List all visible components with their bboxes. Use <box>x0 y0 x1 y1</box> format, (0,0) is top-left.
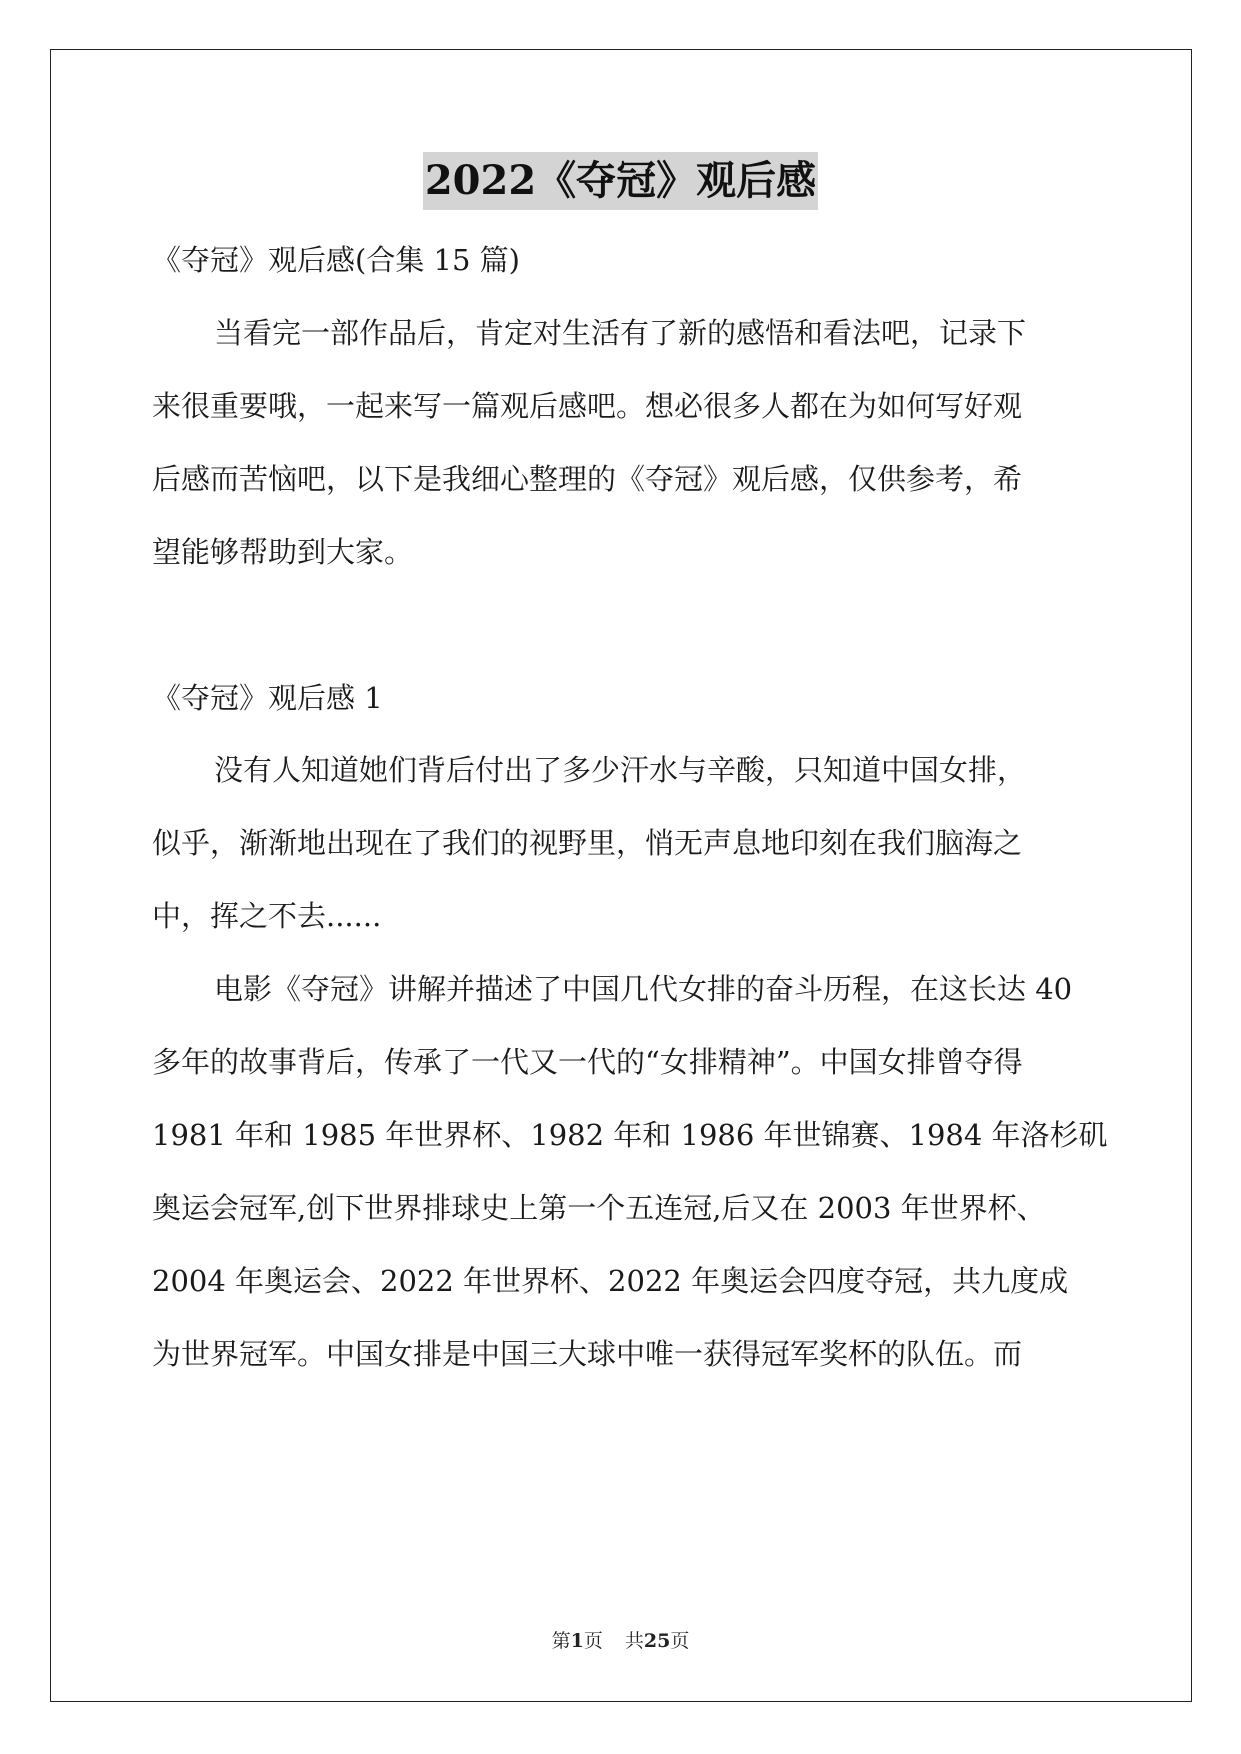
section-heading: 《夺冠》观后感 1 <box>152 681 383 715</box>
paragraph1-line-1: 没有人知道她们背后付出了多少汗水与辛酸，只知道中国女排， <box>214 753 1027 787</box>
paragraph2-line-3: 1981 年和 1985 年世界杯、1982 年和 1986 年世锦赛、1984 年洛杉矶 <box>152 1118 1108 1152</box>
paragraph1-line-3: 中，挥之不去...... <box>152 899 382 933</box>
paragraph2-line-4: 奥运会冠军,创下世界排球史上第一个五连冠,后又在 2003 年世界杯、 <box>152 1191 1046 1225</box>
document-title: 2022《夺冠》观后感 <box>423 152 818 210</box>
total-prefix: 共 <box>624 1630 644 1652</box>
title-container <box>0 152 1241 210</box>
paragraph2-line-2: 多年的故事背后，传承了一代又一代的“女排精神”。中国女排曾夺得 <box>152 1045 1023 1079</box>
intro-line-3: 后感而苦恼吧，以下是我细心整理的《夺冠》观后感，仅供参考，希 <box>152 462 1023 496</box>
page-prefix: 第 <box>551 1630 571 1652</box>
intro-line-2: 来很重要哦，一起来写一篇观后感吧。想必很多人都在为如何写好观 <box>152 389 1023 423</box>
page-suffix: 页 <box>583 1630 603 1652</box>
paragraph2-line-5: 2004 年奥运会、2022 年世界杯、2022 年奥运会四度夺冠，共九度成 <box>152 1264 1069 1298</box>
page-current: 1 <box>570 1630 584 1652</box>
page-total: 25 <box>643 1630 671 1652</box>
paragraph2-line-1: 电影《夺冠》讲解并描述了中国几代女排的奋斗历程，在这长达 40 <box>214 972 1073 1006</box>
page-footer <box>0 1629 1241 1653</box>
paragraph2-line-6: 为世界冠军。中国女排是中国三大球中唯一获得冠军奖杯的队伍。而 <box>152 1337 1023 1371</box>
total-suffix: 页 <box>670 1630 690 1652</box>
intro-line-1: 当看完一部作品后，肯定对生活有了新的感悟和看法吧，记录下 <box>214 316 1027 350</box>
document-subtitle: 《夺冠》观后感(合集 15 篇) <box>152 243 520 277</box>
paragraph1-line-2: 似乎，渐渐地出现在了我们的视野里，悄无声息地印刻在我们脑海之 <box>152 826 1023 860</box>
intro-line-4: 望能够帮助到大家。 <box>152 535 414 569</box>
page-border <box>50 49 1192 1702</box>
